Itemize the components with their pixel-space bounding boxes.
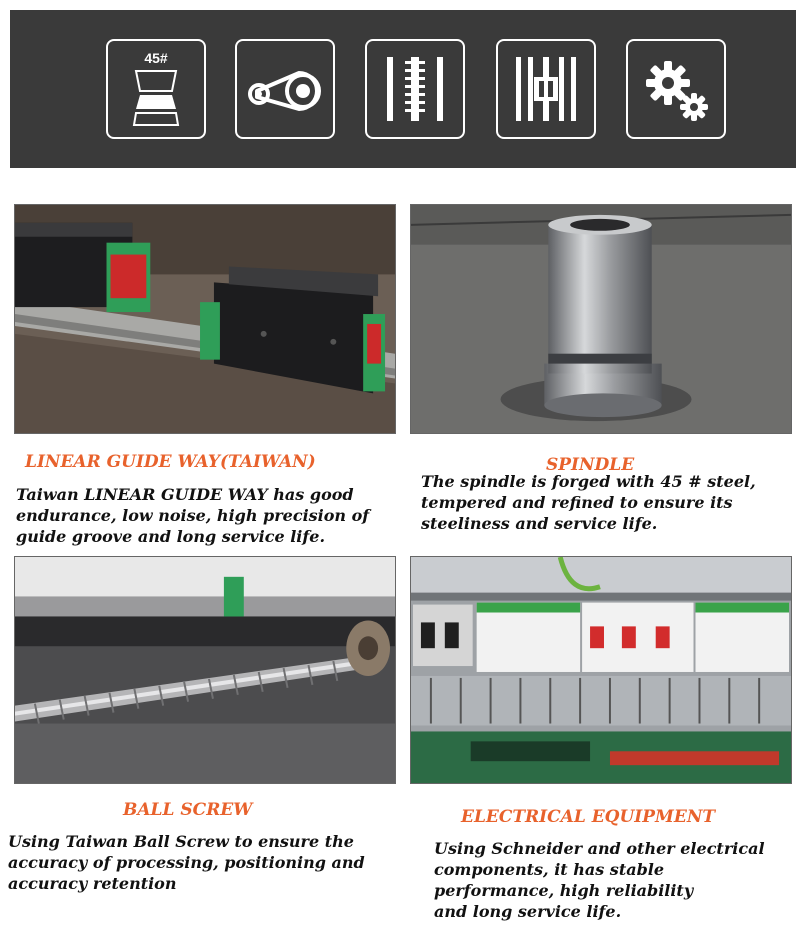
desc-line: and long service life. (434, 902, 622, 921)
desc-line: steeliness and service life. (421, 514, 658, 533)
desc-linear-guide (16, 484, 369, 547)
desc-line: components, it has stable (434, 860, 665, 879)
linear-guide-photo (14, 204, 396, 434)
desc-line: accuracy retention (8, 874, 177, 893)
steel-45-label: 45# (144, 50, 168, 66)
desc-electrical-equipment (434, 838, 765, 922)
feature-icon-banner (10, 10, 796, 168)
desc-ball-screw (8, 831, 365, 894)
gears-icon (626, 39, 726, 139)
belt-drive-icon (235, 39, 335, 139)
desc-spindle (421, 471, 756, 534)
desc-line: endurance, low noise, high precision of (16, 506, 370, 525)
desc-line: performance, high reliability (434, 881, 694, 900)
desc-line: Using Schneider and other electrical (434, 839, 765, 858)
ball-screw-icon (496, 39, 596, 139)
spindle-photo (410, 204, 792, 434)
desc-line: tempered and refined to ensure its (421, 493, 733, 512)
steel-45-icon (106, 39, 206, 139)
heading-ball-screw: BALL SCREW (123, 800, 253, 820)
electrical-equipment-photo (410, 556, 792, 784)
desc-line: The spindle is forged with 45 # steel, (421, 472, 756, 491)
heading-spindle: SPINDLE (546, 455, 635, 475)
desc-line: accuracy of processing, positioning and (8, 853, 365, 872)
desc-line: Taiwan LINEAR GUIDE WAY has good (16, 485, 354, 504)
linear-rail-icon (365, 39, 465, 139)
heading-linear-guide: LINEAR GUIDE WAY(TAIWAN) (25, 452, 316, 472)
ball-screw-photo (14, 556, 396, 784)
heading-electrical-equipment: ELECTRICAL EQUIPMENT (461, 807, 716, 827)
desc-line: guide groove and long service life. (16, 527, 326, 546)
desc-line: Using Taiwan Ball Screw to ensure the (8, 832, 354, 851)
